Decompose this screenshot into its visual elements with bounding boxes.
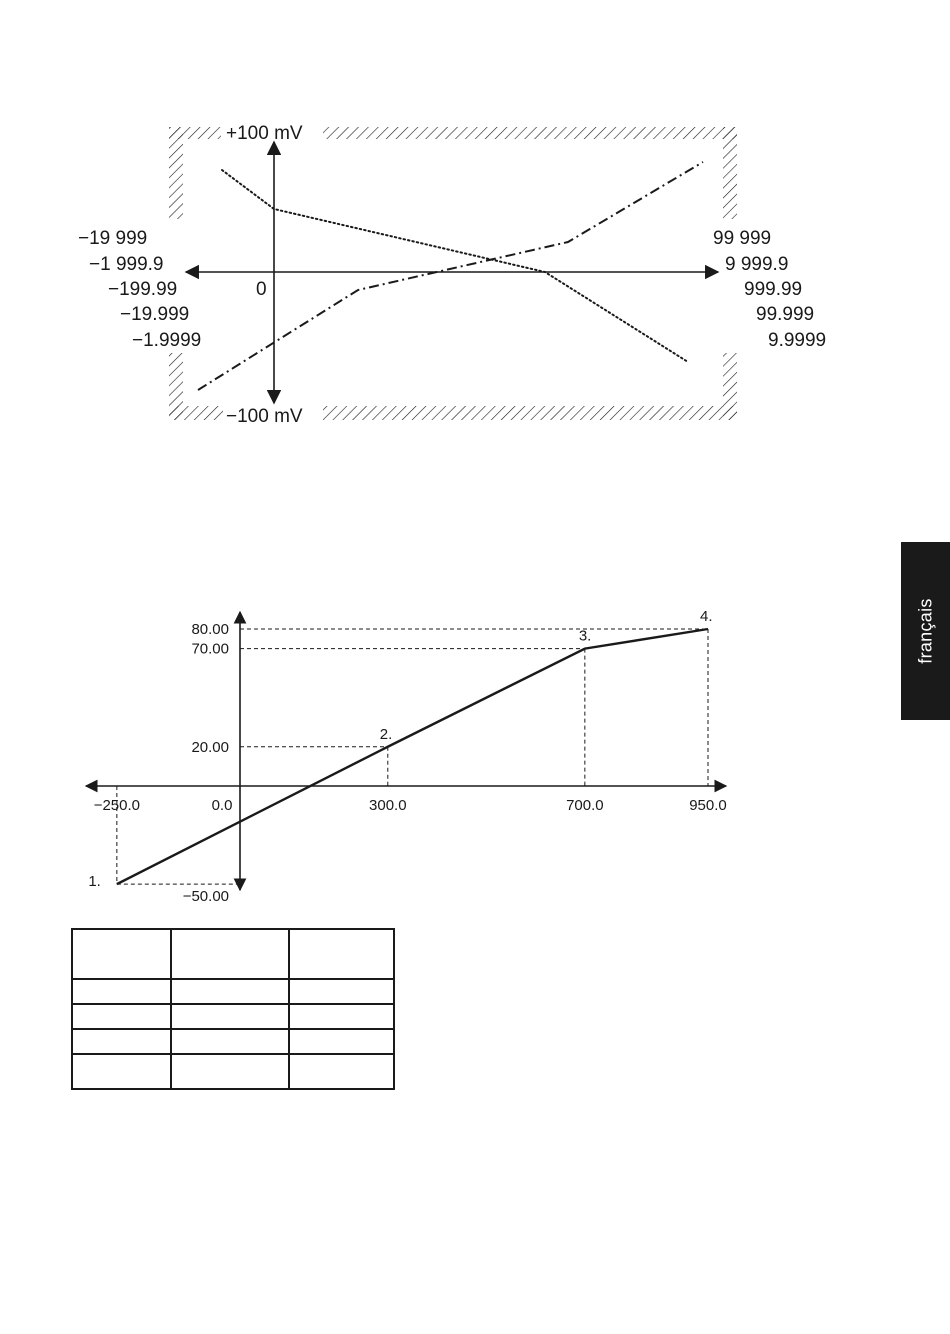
table-cell — [72, 929, 171, 979]
point-label: 1. — [88, 873, 101, 891]
table-cell — [72, 1054, 171, 1089]
table-cell — [171, 1054, 289, 1089]
table-cell — [289, 979, 394, 1004]
chart-series-line — [117, 629, 708, 884]
chart-guide-lines — [117, 629, 708, 884]
left-range-label: −19.999 — [120, 304, 190, 325]
table-cell — [171, 979, 289, 1004]
y-bottom-label: −100 mV — [226, 406, 303, 427]
point-label: 4. — [700, 608, 713, 625]
left-range-label: −19 999 — [78, 228, 148, 249]
x-tick-label: −250.0 — [93, 797, 140, 814]
chart-marks — [88, 608, 726, 905]
point-label: 3. — [578, 627, 592, 645]
right-range-label: 99.999 — [756, 304, 815, 325]
table-cell — [72, 979, 171, 1004]
y-top-label: +100 mV — [226, 123, 303, 144]
y-tick-label: −50.00 — [182, 888, 229, 906]
y-tick-label: 70.00 — [191, 640, 229, 658]
left-range-label: −1.9999 — [132, 330, 202, 351]
y-tick-label: 80.00 — [191, 621, 229, 638]
table-cell — [289, 1029, 394, 1054]
table-cell — [171, 1004, 289, 1029]
language-tab-label: français — [915, 598, 935, 664]
mv-range-diagram — [0, 0, 950, 440]
right-range-label: 9.9999 — [768, 330, 827, 351]
point-label: 2. — [379, 725, 393, 743]
table-cell — [289, 1054, 394, 1089]
left-range-label: −1 999.9 — [89, 254, 164, 275]
right-range-label: 9 999.9 — [725, 254, 789, 275]
linearization-chart — [0, 590, 950, 920]
right-range-label: 99 999 — [713, 228, 772, 249]
table-cell — [171, 929, 289, 979]
table-cell — [72, 1029, 171, 1054]
hatched-frame — [169, 127, 737, 420]
x-tick-label: 700.0 — [566, 797, 604, 814]
origin-label: 0 — [256, 279, 267, 300]
dotted-curve — [222, 170, 688, 362]
y-tick-label: 20.00 — [191, 738, 229, 756]
empty-table — [71, 928, 395, 1090]
table-cell — [289, 1004, 394, 1029]
left-range-label: −199.99 — [108, 279, 178, 300]
table-cell — [289, 929, 394, 979]
table-cell — [171, 1029, 289, 1054]
table-cell — [72, 1004, 171, 1029]
x-tick-label: 300.0 — [369, 797, 407, 814]
x-tick-label: 950.0 — [689, 797, 727, 814]
right-range-label: 999.99 — [744, 279, 803, 300]
x-tick-label: 0.0 — [211, 797, 233, 814]
